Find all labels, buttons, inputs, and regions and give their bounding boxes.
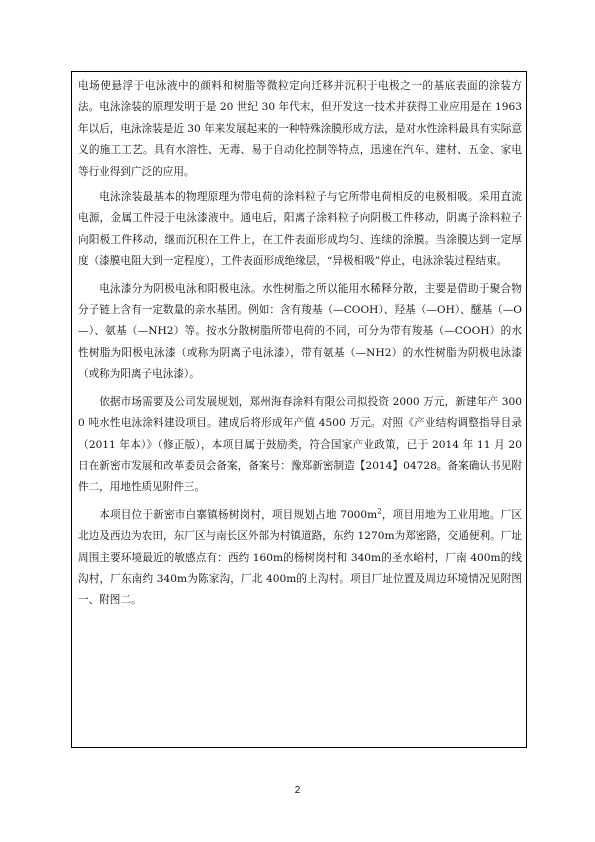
paragraph-paint-types: 电泳漆分为阴极电泳和阳极电泳。水性树脂之所以能用水稀释分散，主要是借助于聚合物分子链上含有一定数量的亲水基团。例如：含有羧基（—COOH）、羟基（—OH）、醚基（—O—）、氨基（—NH2）等。按水分散树脂所带电荷的不同，可分为带有羧基（—COOH）的水性树脂为阳极电泳漆（或称为阴离子电泳漆），带有氨基（—NH2）的水性树脂为阴极电泳漆（或称为阳离子电泳漆）。	[78, 282, 522, 381]
paragraph-project-location	[78, 505, 522, 612]
page-number: 2	[294, 785, 301, 796]
paragraph-project-background: 依据市场需要及公司发展规划，郑州海春涂料有限公司拟投资 2000 万元，新建年产 3000 吨水性电泳涂料建设项目。建成后将形成年产值 4500 万元。对照《产业结构调整指导目录（2011 年本）》（修正版），本项目属于鼓励类，符合国家产业政策，已于 2014 年 11 月 20 日在新密市发展和改革委员会备案，备案号：豫郑新密制造【2014】04728。备案确认书见附件二，用地性质见附件三。	[78, 395, 522, 494]
paragraph-electrophoresis-intro: 电场使悬浮于电泳液中的颜料和树脂等微粒定向迁移并沉积于电极之一的基底表面的涂装方法。电泳涂装的原理发明于是 20 世纪 30 年代末，但开发这一技术并获得工业应用是在 1963 年以后，电泳涂装是近 30 年来发展起来的一种特殊涂膜形成方法，是对水性涂料最具有实际意义的施工工艺。具有水溶性、无毒、易于自动化控制等特点，迅速在汽车、建材、五金、家电等行业得到广泛的应用。	[78, 80, 522, 178]
location-text-after: ，项目用地为工业用地。厂区北边及西边为农田，东厂区与南长区外部为村镇道路，东约 1270m为郑密路，交通便利。厂址周围主要环境最近的敏感点有：西约 160m的杨树岗村和 340m的圣水峪村，厂南 400m的线沟村，厂东南约 340m为陈家沟，厂北 400m的上沟村。项目厂址位置及周边环境情况见附图一、附图二。	[78, 508, 523, 607]
location-text-before: 本项目位于新密市白寨镇杨树岗村，项目规划占地 7000m	[99, 508, 378, 521]
area-unit-superscript: 2	[377, 507, 382, 516]
paragraph-physical-principle: 电泳涂装最基本的物理原理为带电荷的涂料粒子与它所带电荷相反的电极相吸。采用直流电源，金属工件浸于电泳漆液中。通电后，阳离子涂料粒子向阴极工件移动，阴离子涂料粒子向阳极工件移动，继而沉积在工件上，在工件表面形成均匀、连续的涂膜。当涂膜达到一定厚度（漆膜电阻大到一定程度），工件表面形成绝缘层，“异极相吸”停止，电泳涂装过程结束。	[78, 191, 522, 268]
document-body	[78, 76, 522, 612]
